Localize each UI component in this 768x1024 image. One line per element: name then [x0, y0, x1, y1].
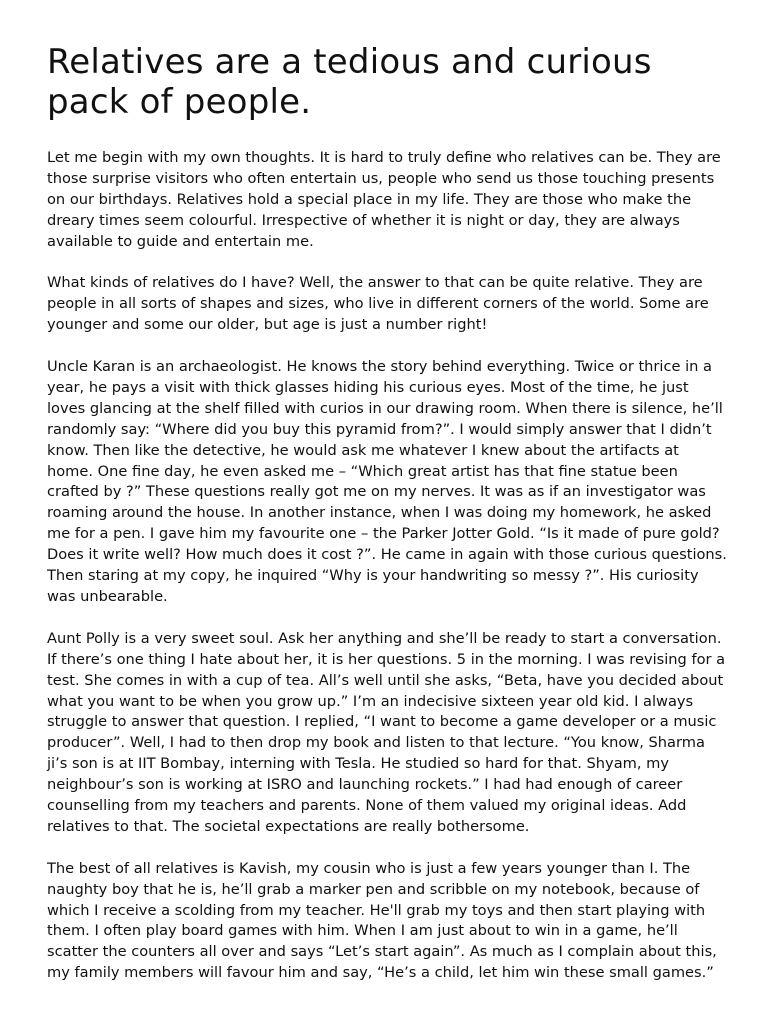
paragraph-intro: Let me begin with my own thoughts. It is hard to truly define who relatives can be. They are those surprise visitors who often entertain us, people who send us those touching presents on our birthdays. Relatives hold a special place in my life. They are those who make the dreary times seem colourful. Irrespective of whether it is night or day, they are always available to guide and entertain me. [47, 149, 721, 250]
paragraph-kavish: The best of all relatives is Kavish, my cousin who is just a few years younger than I. The naughty boy that he is, he’ll grab a marker pen and scribble on my notebook, because of which I receive a scolding from my teacher. He'll grab my toys and then start playing with them. I often play board games with him. When I am just about to win in a game, he’ll scatter the counters all over and says “Let’s start again”. As much as I complain about this, my family members will favour him and say, “He’s a child, let him win these small games.” [47, 859, 717, 982]
page-title: Relatives are a tedious and curious pack of people. [47, 42, 652, 122]
paragraph-uncle-karan: Uncle Karan is an archaeologist. He knows the story behind everything. Twice or thrice in a year, he pays a visit with thick glasses hiding his curious eyes. Most of the time, he just loves glancing at the shelf filled with curios in our drawing room. When there is silence, he’ll randomly say: “Where did you buy this pyramid from?”. I would simply answer that I didn’t know. Then like the detective, he would ask me whatever I knew about the artifacts at home. One fine day, he even asked me – “Which great artist has that fine statue been crafted by ?” These questions really got me on my nerves. It was as if an investigator was roaming around the house. In another instance, when I was doing my homework, he asked me for a pen. I gave him my favourite one – the Parker Jotter Gold. “Is it made of pure gold? Does it write well? How much does it cost ?”. He came in again with those curious questions. Then staring at my copy, he inquired “Why is your handwriting so messy ?”. His curiosity was unbearable. [47, 358, 727, 605]
paragraph-aunt-polly: Aunt Polly is a very sweet soul. Ask her anything and she’ll be ready to start a conversation. If there’s one thing I hate about her, it is her questions. 5 in the morning. I was revising for a test. She comes in with a cup of tea. All’s well until she asks, “Beta, have you decided about what you want to be when you grow up.” I’m an indecisive sixteen year old kid. I always struggle to answer that question. I replied, “I want to become a game developer or a music producer”. Well, I had to then drop my book and listen to that lecture. “You know, Sharma ji’s son is at IIT Bombay, interning with Tesla. He studied so hard for that. Shyam, my neighbour’s son is working at ISRO and launching rockets.” I had had enough of career counselling from my teachers and parents. None of them valued my original ideas. Add relatives to that. The societal expectations are really bothersome. [47, 629, 726, 835]
paragraph-kinds-of-relatives: What kinds of relatives do I have? Well, the answer to that can be quite relative. They are people in all sorts of shapes and sizes, who live in different corners of the world. Some are younger and some our older, but age is just a number right! [47, 274, 709, 334]
